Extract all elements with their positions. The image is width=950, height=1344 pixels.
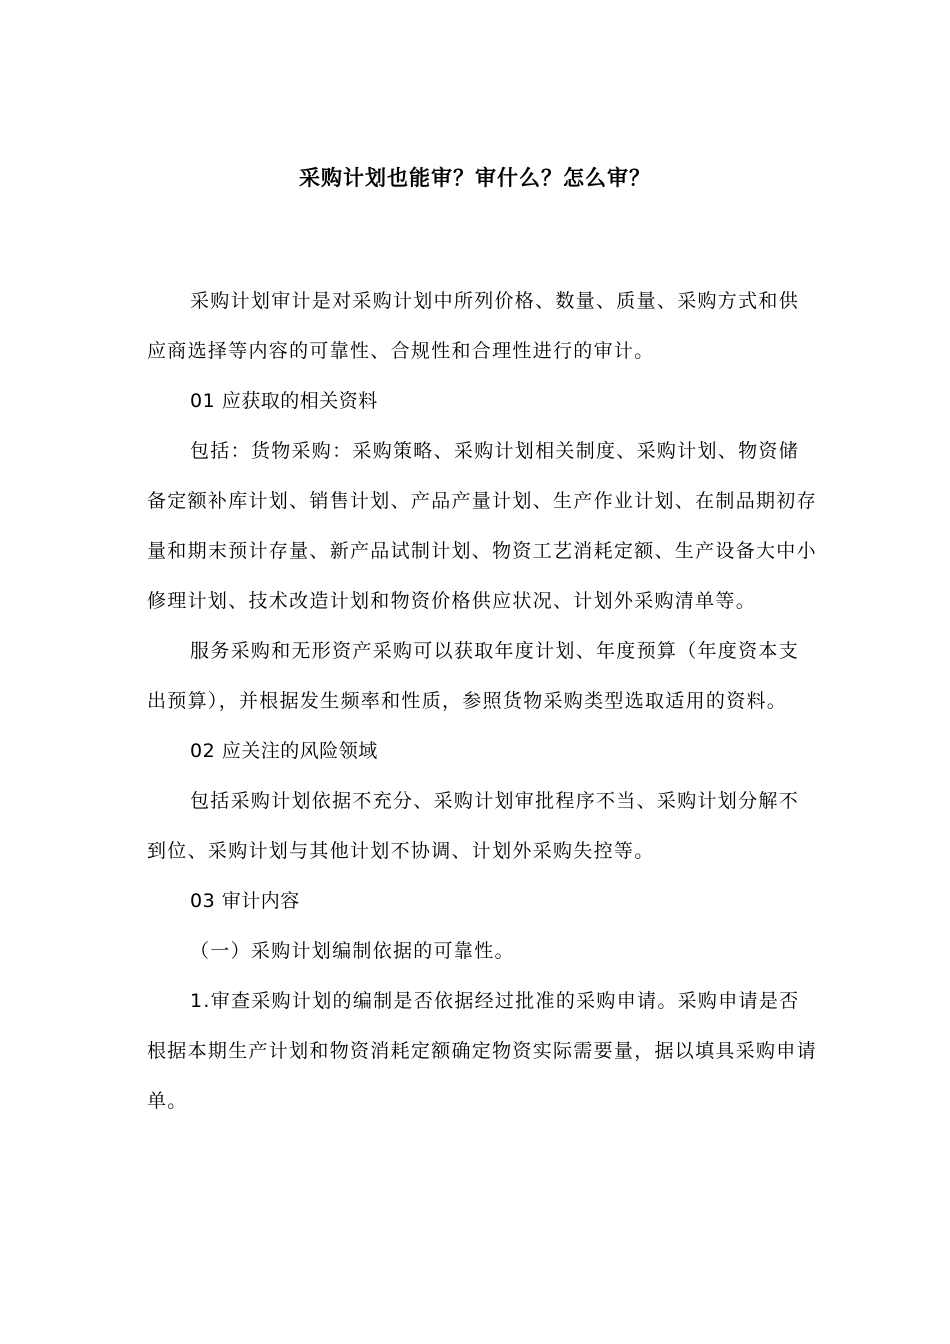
paragraph-risk-areas: 包括采购计划依据不充分、采购计划审批程序不当、采购计划分解不到位、采购计划与其他计划不协调、计划外采购失控等。 (147, 790, 800, 862)
section-heading-01: 01 应获取的相关资料 (190, 390, 378, 412)
document-title: 采购计划也能审？审什么？怎么审？ (299, 166, 651, 190)
section-heading-03: 03 审计内容 (190, 890, 300, 912)
paragraph-materials-services: 服务采购和无形资产采购可以获取年度计划、年度预算（年度资本支出预算），并根据发生频率和性质，参照货物采购类型选取适用的资料。 (147, 640, 800, 712)
section-heading-02: 02 应关注的风险领域 (190, 740, 378, 762)
document-body (147, 276, 817, 1126)
subsection-heading-1: （一）采购计划编制依据的可靠性。 (190, 940, 515, 962)
paragraph-intro: 采购计划审计是对采购计划中所列价格、数量、质量、采购方式和供应商选择等内容的可靠性、合规性和合理性进行的审计。 (147, 290, 800, 362)
paragraph-item-1: 1.审查采购计划的编制是否依据经过批准的采购申请。采购申请是否根据本期生产计划和物资消耗定额确定物资实际需要量，据以填具采购申请单。 (147, 990, 817, 1112)
paragraph-materials-goods: 包括：货物采购：采购策略、采购计划相关制度、采购计划、物资储备定额补库计划、销售计划、产品产量计划、生产作业计划、在制品期初存量和期末预计存量、新产品试制计划、物资工艺消耗定额、生产设备大中小修理计划、技术改造计划和物资价格供应状况、计划外采购清单等。 (147, 440, 817, 612)
